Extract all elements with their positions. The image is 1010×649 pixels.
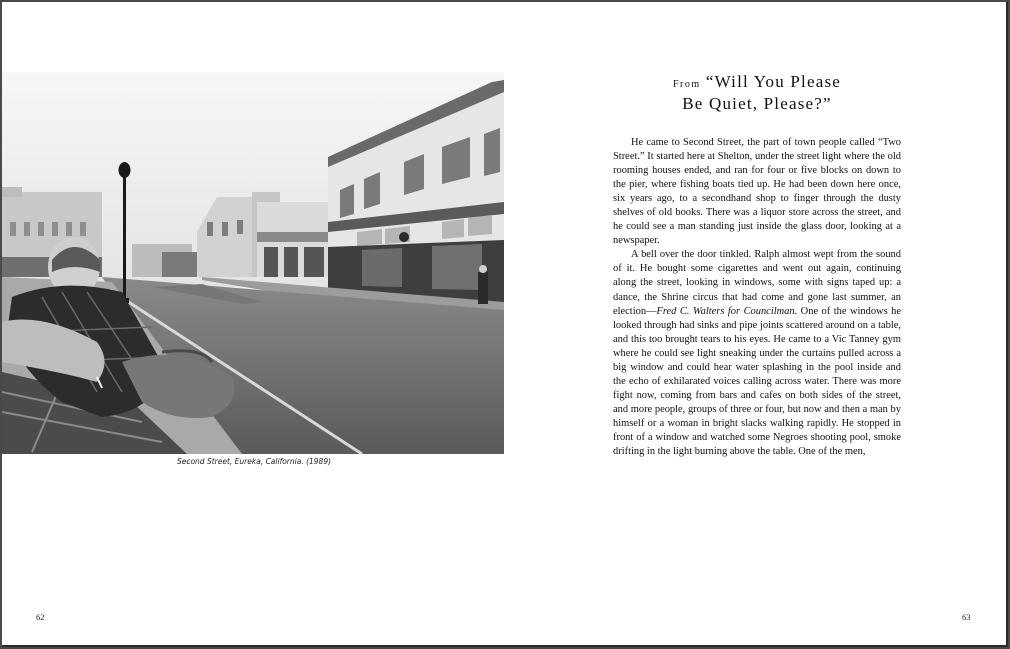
story-title [602,72,912,114]
paragraph-2-italic: Fred C. Walters for Councilman. [656,305,798,317]
page-number-right: 63 [962,612,971,622]
story-excerpt [613,136,901,459]
photo-caption: Second Street, Eureka, California. (1989) [176,457,332,466]
paragraph-1-text: He came to Second Street, the part of town people called “Two Street.” It started here at Shelton, under the street light where the old rooming houses ended, and ran for four or five blocks on down to the pier, where fishing boats tied up. He had been down here once, six years ago, to a secondhand shop to finger through the dusty shelves of old books. There was a liquor store across the street, and he could see a man standing just inside the glass door, looking at a newspaper. [613,137,901,247]
title-line-2: Be Quiet, Please?” [682,94,832,113]
paragraph-2 [613,248,901,459]
street-photograph [2,72,504,454]
page-number-left: 62 [36,612,45,622]
book-spread [2,2,1008,647]
paragraph-2-text-b: One of the windows he looked through had sinks and pipe joints scattered around on a table, and this too brought tears to his eyes. He came to a Vic Tanney gym where he could see light sneaking under the curtains pulled across a big window and could hear water splashing in the pool inside and the echo of exhilarated voices calling across water. There was more fight now, coming from bars and cafes on both sides of the street, and more people, groups of three or four, but now and then a man by himself or a woman in bright slacks walking rapidly. He stopped in front of a window and watched some Negroes shooting pool, smoke drifting in the light burning above the table. One of the men, [613,305,901,458]
title-prefix: From [672,79,701,90]
paragraph-1 [613,136,901,248]
paragraph-2-text-a: A bell over the door tinkled. Ralph almost wept from the sound of it. He bought some cigarettes and went out again, continuing along the street, looking in windows, some with signs taped up: a dance, the Shrine circus that had come and gone last summer, an election— [613,249,901,317]
title-line-1: “Will You Please [705,72,842,91]
street-scene-image [2,72,504,454]
